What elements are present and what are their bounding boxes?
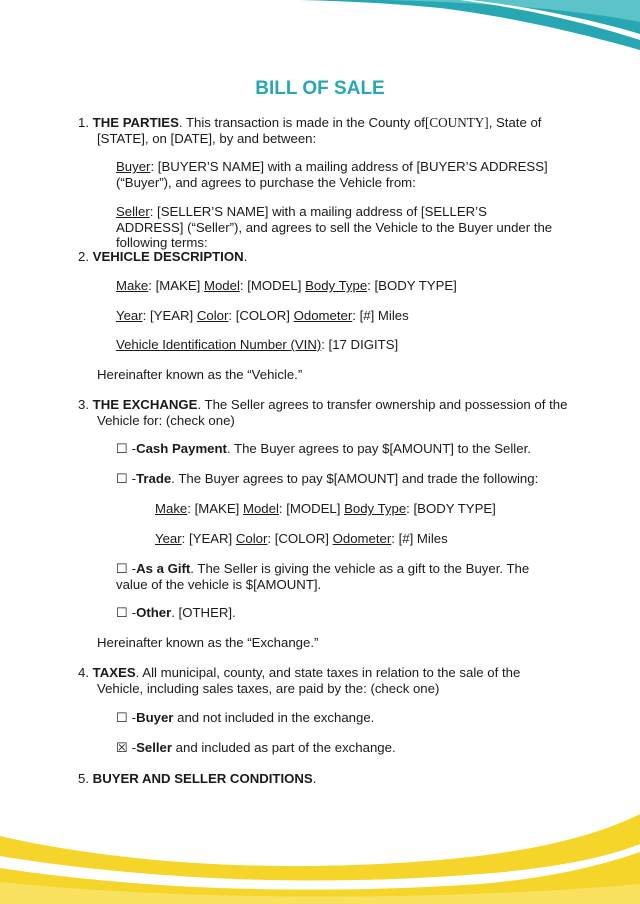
vehicle-year-line: Year: [YEAR] Color: [COLOR] Odometer: [#] Miles: [116, 308, 409, 323]
checked-checkbox-icon[interactable]: ☒: [116, 740, 128, 755]
vehicle-known-as: Hereinafter known as the “Vehicle.”: [97, 367, 303, 382]
buyer-paragraph: Buyer: [BUYER’S NAME] with a mailing address of [BUYER’S ADDRESS] (“Buyer”), and agrees to purchase the Vehicle from:: [116, 159, 548, 190]
document-title: BILL OF SALE: [255, 78, 385, 99]
checkbox-icon[interactable]: ☐: [116, 605, 128, 620]
tax-option-seller: ☒ -Seller and included as part of the exchange.: [116, 740, 396, 755]
option-gift: ☐ -As a Gift. The Seller is giving the vehicle as a gift to the Buyer. The value of the vehicle is $[AMOUNT].: [116, 561, 530, 592]
section-heading: TAXES: [92, 665, 136, 680]
section-heading: THE EXCHANGE: [92, 397, 198, 412]
seller-paragraph: Seller: [SELLER’S NAME] with a mailing address of [SELLER’S ADDRESS] (“Seller”), and agrees to sell the Vehicle to the Buyer under the following terms:: [116, 204, 553, 250]
option-cash-payment: ☐ -Cash Payment. The Buyer agrees to pay $[AMOUNT] to the Seller.: [116, 441, 531, 456]
vehicle-vin-line: Vehicle Identification Number (VIN): [17 DIGITS]: [116, 337, 399, 352]
section-heading: THE PARTIES: [92, 115, 179, 130]
header-wave-decoration: [0, 0, 640, 60]
section-heading: BUYER AND SELLER CONDITIONS: [92, 771, 313, 786]
tax-option-buyer: ☐ -Buyer and not included in the exchange.: [116, 710, 375, 725]
checkbox-icon[interactable]: ☐: [116, 561, 128, 576]
option-other: ☐ -Other. [OTHER].: [116, 605, 236, 620]
section-conditions: 5. BUYER AND SELLER CONDITIONS.: [78, 771, 317, 786]
checkbox-icon[interactable]: ☐: [116, 710, 128, 725]
section-taxes: 4. TAXES. All municipal, county, and state taxes in relation to the sale of the Vehicle, including sales taxes, are paid by the: (check one): [78, 665, 521, 696]
option-trade: ☐ -Trade. The Buyer agrees to pay $[AMOUNT] and trade the following:: [116, 471, 539, 486]
section-vehicle-description: 2. VEHICLE DESCRIPTION.: [78, 249, 248, 264]
section-parties: 1. THE PARTIES. This transaction is made in the County of[COUNTY], State of [STATE], on [DATE], by and between:: [78, 115, 542, 146]
footer-wave-decoration: [0, 794, 640, 904]
trade-year-line: Year: [YEAR] Color: [COLOR] Odometer: [#] Miles: [155, 531, 448, 546]
section-heading: VEHICLE DESCRIPTION: [92, 249, 244, 264]
section-exchange: 3. THE EXCHANGE. The Seller agrees to transfer ownership and possession of the Vehicle for: (check one): [78, 397, 568, 428]
exchange-known-as: Hereinafter known as the “Exchange.”: [97, 635, 319, 650]
checkbox-icon[interactable]: ☐: [116, 441, 128, 456]
trade-make-line: Make: [MAKE] Model: [MODEL] Body Type: [BODY TYPE]: [155, 501, 496, 516]
buyer-label: Buyer: [116, 159, 151, 174]
checkbox-icon[interactable]: ☐: [116, 471, 128, 486]
vehicle-make-line: Make: [MAKE] Model: [MODEL] Body Type: [BODY TYPE]: [116, 278, 457, 293]
seller-label: Seller: [116, 204, 150, 219]
